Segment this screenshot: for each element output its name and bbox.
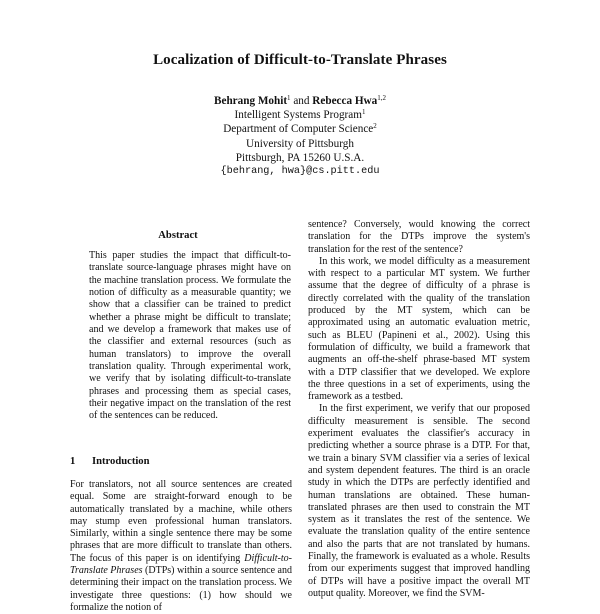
- affiliation-1-superscript: 1: [361, 108, 366, 117]
- address: Pittsburgh, PA 15260 U.S.A.: [235, 151, 365, 164]
- author-2-superscript: 1,2: [377, 94, 386, 102]
- author-2-name: Rebecca Hwa: [312, 95, 378, 107]
- affiliation-2: [0, 122, 600, 136]
- right-column-paragraph-2: In this work, we model difficulty as a measurement with respect to a particular MT system. We further assume that the degree of difficulty of a phrase is directly correlated with the quality of the translation produced by the MT system, which can be approximated using an automatic evaluation metric, such as BLEU (Papineni et al., 2002). Using this formulation of difficulty, we build a framework that augments an off-the-shelf phrase-based MT system with a DTP classifier that we developed. We explore the three questions in a set of experiments, using the framework as a testbed.: [308, 255, 530, 403]
- affiliation-2-superscript: 2: [373, 122, 377, 131]
- abstract-text: This paper studies the impact that difficult-to-translate source-language phrases might have on the machine translation process. We formulate the notion of difficulty as a measurable quantity; we show that a classifier can be trained to predict whether a phrase might be difficult to translate; and we develop a framework that makes use of the classifier and external resources (such as human translators) to improve the overall translation quality. Through experimental work, we verify that by isolating difficult-to-translate phrases and processing them as special cases, their negative impact on the translation of the rest of the sentences can be reduced.: [89, 250, 291, 422]
- introduction-text-part-1: For translators, not all source sentences are created equal. Some are straight-forward enough to be automatically translated by a machine, while others may stump even professional human translators. Similarly, within a single sentence there may be some phrases that are more difficult to translate than others. The focus of this paper is on identifying: [70, 479, 292, 564]
- right-column-paragraph-3: In the first experiment, we verify that our proposed difficulty measurement is sensible. The second experiment evaluates the classifier's accuracy in predicting whether a source phrase is a DTP. For that, we train a binary SVM classifier via a series of lexical and system dependent features. The third is an oracle study in which the DTPs are perfectly identified and human translations are obtained. These human-translated phrases are then used to constrain the MT system as it translates the rest of the sentence. We evaluate the translation quality of the entire sentence and also the parts that are not translated by humans. Finally, the framework is evaluated as a whole. Results from our experiments suggest that improved handling of DTPs will have a positive impact the overall MT output quality. Moreover, we find the SVM-: [308, 403, 530, 599]
- paper-title: Localization of Difficult-to-Translate Phrases: [153, 52, 447, 68]
- author-conjunction: and: [293, 95, 310, 107]
- author-email: {behrang, hwa}@cs.pitt.edu: [220, 166, 380, 178]
- author-1-name: Behrang Mohit: [214, 95, 288, 107]
- introduction-text-part-2: (DTPs) within a source sentence and determining their impact on the translation process. We investigate three questions: (1) how should we formalize the notion of: [70, 565, 292, 613]
- author-1-superscript: 1: [287, 94, 291, 102]
- university: University of Pittsburgh: [246, 137, 354, 150]
- author-block: [0, 94, 600, 179]
- right-column-paragraph-1: sentence? Conversely, would knowing the correct translation for the DTPs improve the system's translation for the rest of the sentence?: [308, 219, 530, 255]
- section-number: 1: [70, 456, 76, 467]
- abstract-heading: Abstract: [158, 230, 198, 241]
- affiliation-1-text: Intelligent Systems Program: [234, 109, 362, 122]
- author-names-line: [0, 94, 600, 108]
- affiliation-1: [0, 108, 600, 122]
- right-column: [308, 219, 530, 600]
- section-title: Introduction: [92, 456, 150, 467]
- affiliation-2-text: Department of Computer Science: [223, 123, 374, 136]
- section-heading-introduction: [70, 456, 150, 467]
- introduction-text: [70, 479, 292, 614]
- introduction-italic-term: Difficult-to-Translate Phrases: [70, 552, 292, 577]
